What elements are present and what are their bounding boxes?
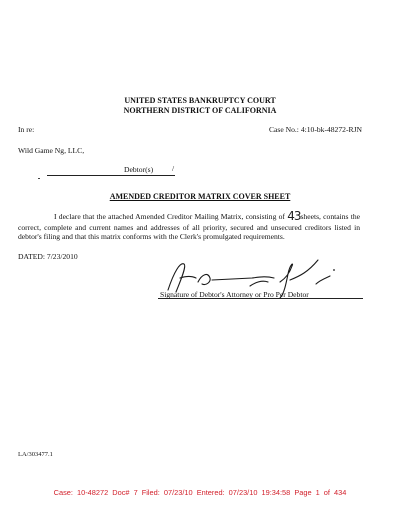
signature-label: Signature of Debtor's Attorney or Pro Per Debtor — [160, 290, 309, 299]
declaration-text-end: sheets, contains the correct, complete and current names and addresses of all priority, secured and unsecured creditors listed in debtor's filing and that this matrix conforms with the Clerk's promulgated requirements. — [18, 212, 360, 241]
declaration-text-start: I declare that the attached Amended Creditor Mailing Matrix, consisting of — [54, 212, 288, 221]
stray-mark — [38, 178, 40, 179]
handwritten-sheet-count: 43 — [287, 209, 301, 223]
case-number: Case No.: 4:10-bk-48272-RJN — [268, 125, 362, 134]
dated-line: DATED: 7/23/2010 — [18, 252, 78, 261]
debtor-underline — [47, 166, 175, 176]
court-header — [0, 96, 400, 116]
document-title: AMENDED CREDITOR MATRIX COVER SHEET — [109, 192, 291, 201]
debtor-slash: / — [172, 164, 175, 173]
debtor-label: Debtor(s) — [124, 165, 154, 174]
in-re-label: In re: — [18, 125, 35, 134]
court-filing-stamp: Case: 10-48272 Doc# 7 Filed: 07/23/10 Entered: 07/23/10 19:34:58 Page 1 of 434 — [53, 488, 347, 497]
court-district: NORTHERN DISTRICT OF CALIFORNIA — [123, 106, 277, 115]
court-name: UNITED STATES BANKRUPTCY COURT — [124, 96, 276, 105]
signature-line — [158, 298, 363, 299]
document-reference: LA/303477.1 — [18, 451, 53, 458]
declaration-paragraph — [18, 208, 360, 241]
debtor-name: Wild Game Ng, LLC, — [18, 146, 85, 155]
